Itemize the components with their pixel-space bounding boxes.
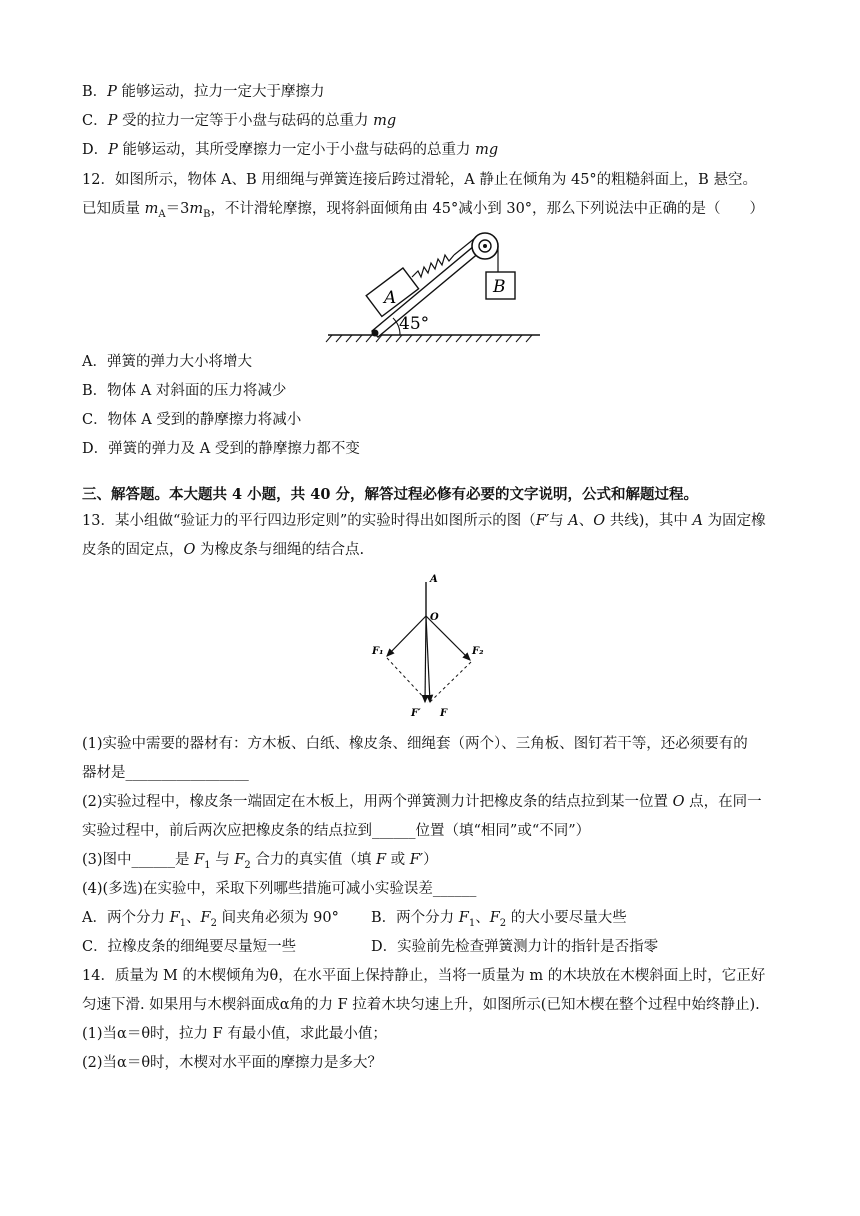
q13-f1-label: F₁ [372, 646, 384, 657]
q12-hinge [372, 330, 379, 337]
q13-force-figure [360, 568, 500, 720]
q13-part4: (4)(多选)在实验中，采取下列哪些措施可减小实验误差______ [82, 881, 477, 897]
q13-point-a-label: A [430, 574, 438, 585]
q13-option-d: D．实验前先检查弹簧测力计的指针是否指零 [371, 939, 659, 955]
q14-part1: (1)当α＝θ时，拉力 F 有最小值，求此最小值； [82, 1026, 387, 1042]
q13-part3: (3)图中______是 $F_1$ 与 $F_2$ 合力的真实值（填 F 或 F′） [82, 852, 438, 871]
q12-incline-figure [320, 225, 550, 345]
q14-stem-line2: 匀速下滑. 如果用与木楔斜面成α角的力 F 拉着木块匀速上升，如图所示(已知木楔在整个过程中始终静止). [82, 997, 760, 1013]
q11-option-c: C．P 受的拉力一定等于小盘与砝码的总重力 mg [82, 113, 397, 129]
q13-point-o-label: O [430, 612, 439, 623]
section-3-heading: 三、解答题。本大题共 4 小题，共 40 分，解答过程必修有必要的文字说明，公式和解题过程。 [82, 486, 698, 503]
q12-stem-line2: 已知质量 $m_A=3m_B$，不计滑轮摩擦，现将斜面倾角由 45°减小到 30°，那么下列说法中正确的是（ ） [82, 201, 765, 220]
q14-stem-line1: 14．质量为 M 的木楔倾角为θ，在水平面上保持静止，当将一质量为 m 的木块放在木楔斜面上时，它正好 [82, 968, 766, 984]
q12-option-a: A．弹簧的弹力大小将增大 [82, 354, 252, 370]
q13-part1-line2: 器材是_________________ [82, 765, 249, 781]
q12-block-a-label: A [384, 288, 397, 308]
q12-option-b: B．物体 A 对斜面的压力将减少 [82, 383, 287, 399]
q13-f-label: F [440, 708, 448, 719]
q12-option-d: D．弹簧的弹力及 A 受到的静摩擦力都不变 [82, 441, 360, 457]
q12-angle-label: 45° [399, 314, 430, 334]
q11-option-b: B．P 能够运动，拉力一定大于摩擦力 [82, 84, 325, 100]
q13-option-b: B．两个分力 $F_1$、$F_2$ 的大小要尽量大些 [371, 910, 627, 929]
q13-fprime-label: F′ [411, 708, 421, 719]
q13-part1-line1: (1)实验中需要的器材有：方木板、白纸、橡皮条、细绳套（两个）、三角板、图钉若干等，还必须要有的 [82, 736, 748, 752]
q11-option-d: D．P 能够运动，其所受摩擦力一定小于小盘与砝码的总重力 mg [82, 142, 499, 158]
q13-f2-label: F₂ [472, 646, 484, 657]
q12-stem-line1: 12．如图所示，物体 A、B 用细绳与弹簧连接后跨过滑轮，A 静止在倾角为 45°的粗糙斜面上，B 悬空。 [82, 172, 757, 188]
q13-stem-line1: 13．某小组做“验证力的平行四边形定则”的实验时得出如图所示的图（F′与 A、O 共线)，其中 A 为固定橡 [82, 513, 766, 529]
q12-option-c: C．物体 A 受到的静摩擦力将减小 [82, 412, 302, 428]
q12-block-b-label: B [493, 277, 506, 297]
q13-stem-line2: 皮条的固定点，O 为橡皮条与细绳的结合点. [82, 542, 365, 558]
q13-option-c: C．拉橡皮条的细绳要尽量短一些 [82, 939, 297, 955]
q14-part2: (2)当α＝θ时，木楔对水平面的摩擦力是多大？ [82, 1055, 383, 1071]
q13-part2-line1: (2)实验过程中，橡皮条一端固定在木板上，用两个弹簧测力计把橡皮条的结点拉到某一位置 O 点，在同一 [82, 794, 762, 810]
q13-part2-line2: 实验过程中，前后两次应把橡皮条的结点拉到______位置（填“相同”或“不同”） [82, 823, 591, 839]
q13-option-a: A．两个分力 $F_1$、$F_2$ 间夹角必须为 90° [82, 910, 339, 929]
